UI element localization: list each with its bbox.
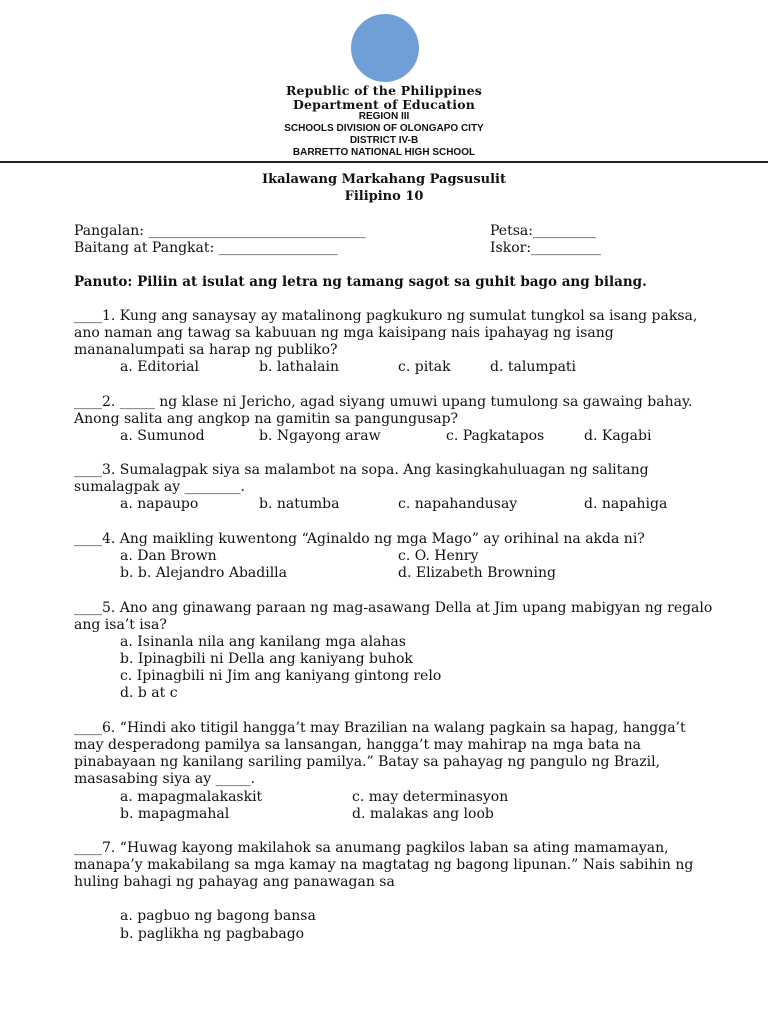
name-field: Pangalan: _______________________________ (74, 223, 366, 239)
question-2: ____2. _____ ng klase ni Jericho, agad siyang umuwi upang tumulong sa gawaing bahay. Anong salita ang angkop na gamitin sa pangungusap? (74, 394, 693, 427)
exam-subject: Filipino 10 (344, 189, 424, 204)
exam-title: Ikalawang Markahang Pagsusulit (262, 172, 506, 187)
q2-option-c: c. Pagkatapos (446, 428, 545, 444)
question-4: ____4. Ang maikling kuwentong “Aginaldo ng mga Mago” ay orihinal na akda ni? (74, 531, 645, 547)
q1-option-c: c. pitak (398, 359, 451, 375)
header-district: DISTRICT IV-B (349, 135, 419, 146)
q6-option-b: b. mapagmahal (120, 806, 230, 822)
school-seal (351, 14, 419, 82)
header-divider (0, 161, 768, 163)
q5-option-a: a. Isinanla nila ang kanilang mga alahas (120, 634, 406, 650)
q5-option-c: c. Ipinagbili ni Jim ang kaniyang gintong relo (120, 668, 442, 684)
q6-option-c: c. may determinasyon (352, 789, 509, 805)
q6-option-a: a. mapagmalakaskit (120, 789, 263, 805)
q4-option-d: d. Elizabeth Browning (398, 565, 556, 581)
instructions: Panuto: Piliin at isulat ang letra ng tamang sagot sa guhit bago ang bilang. (74, 274, 647, 290)
q4-option-a: a. Dan Brown (120, 548, 217, 564)
q1-option-d: d. talumpati (490, 359, 577, 375)
header-republic: Republic of the Philippines (285, 83, 483, 98)
q2-option-a: a. Sumunod (120, 428, 205, 444)
q3-option-c: c. napahandusay (398, 496, 518, 512)
q1-option-b: b. lathalain (259, 359, 339, 375)
q2-option-d: d. Kagabi (584, 428, 652, 444)
q4-option-b: b. b. Alejandro Abadilla (120, 565, 287, 581)
question-1: ____1. Kung ang sanaysay ay matalinong pagkukuro ng sumulat tungkol sa isang paksa, ano naman ang tawag sa kabuuan ng mga kaisipang nais ipahayag ng isang mananalumpati sa harap ng publiko? (74, 308, 698, 358)
q4-option-c: c. O. Henry (398, 548, 479, 564)
date-field: Petsa:_________ (490, 223, 596, 239)
score-field: Iskor:__________ (490, 240, 602, 256)
header-region: REGION III (358, 111, 410, 122)
header-school: BARRETTO NATIONAL HIGH SCHOOL (292, 147, 476, 158)
q3-option-d: d. napahiga (584, 496, 668, 512)
q7-option-a: a. pagbuo ng bagong bansa (120, 908, 316, 924)
q6-option-d: d. malakas ang loob (352, 806, 494, 822)
q5-option-b: b. Ipinagbili ni Della ang kaniyang buhok (120, 651, 413, 667)
q1-option-a: a. Editorial (120, 359, 199, 375)
q3-option-b: b. natumba (259, 496, 340, 512)
question-7: ____7. “Huwag kayong makilahok sa anumang pagkilos laban sa ating mamamayan, manapa’y makabilang sa mga kamay na magtatag ng bagong lipunan.” Nais sabihin ng huling bahagi ng pahayag ang panawagan sa (74, 840, 694, 890)
header-department: Department of Education (292, 97, 476, 112)
header-division: SCHOOLS DIVISION OF OLONGAPO CITY (284, 123, 484, 134)
q2-option-b: b. Ngayong araw (259, 428, 381, 444)
q7-option-b: b. paglikha ng pagbabago (120, 926, 305, 942)
question-5: ____5. Ano ang ginawang paraan ng mag-asawang Della at Jim upang mabigyan ng regalo ang isa’t isa? (74, 600, 713, 633)
q3-option-a: a. napaupo (120, 496, 199, 512)
question-6: ____6. “Hindi ako titigil hangga’t may Brazilian na walang pagkain sa hapag, hangga’t may desperadong pamilya sa lansangan, hangga’t may mahirap na mga bata na pinabayaan ng kanilang sariling pamilya.” Batay sa pahayag ng pangulo ng Brazil, masasabing siya ay _____. (74, 720, 686, 787)
q5-option-d: d. b at c (120, 685, 178, 701)
question-3: ____3. Sumalagpak siya sa malambot na sopa. Ang kasingkahuluagan ng salitang sumalagpak ay ________. (74, 462, 649, 495)
grade-section-field: Baitang at Pangkat: _________________ (74, 240, 338, 256)
